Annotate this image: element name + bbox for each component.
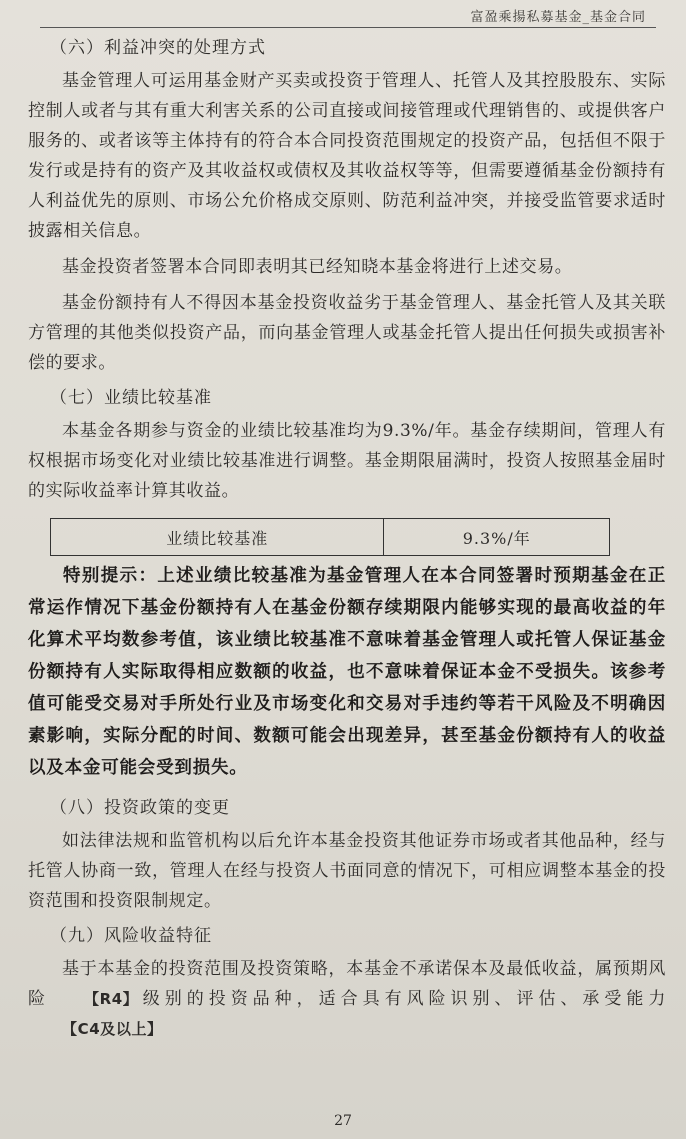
table-row <box>51 519 610 556</box>
section-7-heading: （七）业绩比较基准 <box>50 388 212 408</box>
special-warning-label: 特别提示： <box>63 566 158 586</box>
page-number: 27 <box>334 1113 352 1129</box>
section-8-heading: （八）投资政策的变更 <box>50 798 230 818</box>
risk-capacity-c4: 【C4及以上】 <box>62 1020 163 1038</box>
section-6-paragraph-3: 基金份额持有人不得因本基金投资收益劣于基金管理人、基金托管人及其关联方管理的其他类似投资产品，而向基金管理人或基金托管人提出任何损失或损害补偿的要求。 <box>28 293 666 373</box>
page-header <box>0 0 686 28</box>
section-9-paragraph-1 <box>28 954 666 1044</box>
section-6-paragraph-2: 基金投资者签署本合同即表明其已经知晓本基金将进行上述交易。 <box>62 257 573 277</box>
section-6-heading: （六）利益冲突的处理方式 <box>50 38 266 58</box>
section-9-heading: （九）风险收益特征 <box>50 926 212 946</box>
section-9-text-a: 基于本基金的投资范围及投资策略，本基金不承诺保本及最低收益，属预期风险 <box>28 959 666 1009</box>
header-title: 富盈乘揚私募基金_基金合同 <box>470 10 646 25</box>
section-6-paragraph-1: 基金管理人可运用基金财产买卖或投资于管理人、托管人及其控股股东、实际控制人或者与其有重大利害关系的公司直接或间接管理或代理销售的、或提供客户服务的、或者该等主体持有的符合本合同投资范围规定的投资产品，包括但不限于发行或是持有的资产及其收益权或债权及其收益权等等，但需要遵循基金份额持有人利益优先的原则、市场公允价格成交原则、防范利益冲突，并接受监管要求适时披露相关信息。 <box>28 71 666 241</box>
special-warning <box>28 560 666 784</box>
section-7-paragraph-1: 本基金各期参与资金的业绩比较基准均为9.3%/年。基金存续期间，管理人有权根据市场变化对业绩比较基准进行调整。基金期限届满时，投资人按照基金届时的实际收益率计算其收益。 <box>28 421 666 501</box>
section-8-paragraph-1: 如法律法规和监管机构以后允许本基金投资其他证券市场或者其他品种，经与托管人协商一致，管理人在经与投资人书面同意的情况下，可相应调整本基金的投资范围和投资限制规定。 <box>28 831 666 911</box>
risk-level-r4: 【R4】 <box>83 990 139 1008</box>
section-9-text-b: 级别的投资品种，适合具有风险识别、评估、承受能力 <box>138 989 666 1009</box>
special-warning-text: 上述业绩比较基准为基金管理人在本合同签署时预期基金在正常运作情况下基金份额持有人在基金份额存续期限内能够实现的最高收益的年化算术平均数参考值，该业绩比较基准不意味着基金管理人或托管人保证基金份额持有人实际取得相应数额的收益，也不意味着保证本金不受损失。该参考值可能受交易对手所处行业及市场变化和交易对手违约等若干风险及不明确因素影响，实际分配的时间、数额可能会出现差异，甚至基金份额持有人的收益以及本金可能会受到损失。 <box>28 566 666 778</box>
benchmark-table <box>50 518 610 556</box>
page-content <box>28 34 666 1050</box>
header-rule <box>40 27 656 28</box>
benchmark-value-cell: 9.3%/年 <box>384 519 610 556</box>
benchmark-label-cell: 业绩比较基准 <box>51 519 384 556</box>
